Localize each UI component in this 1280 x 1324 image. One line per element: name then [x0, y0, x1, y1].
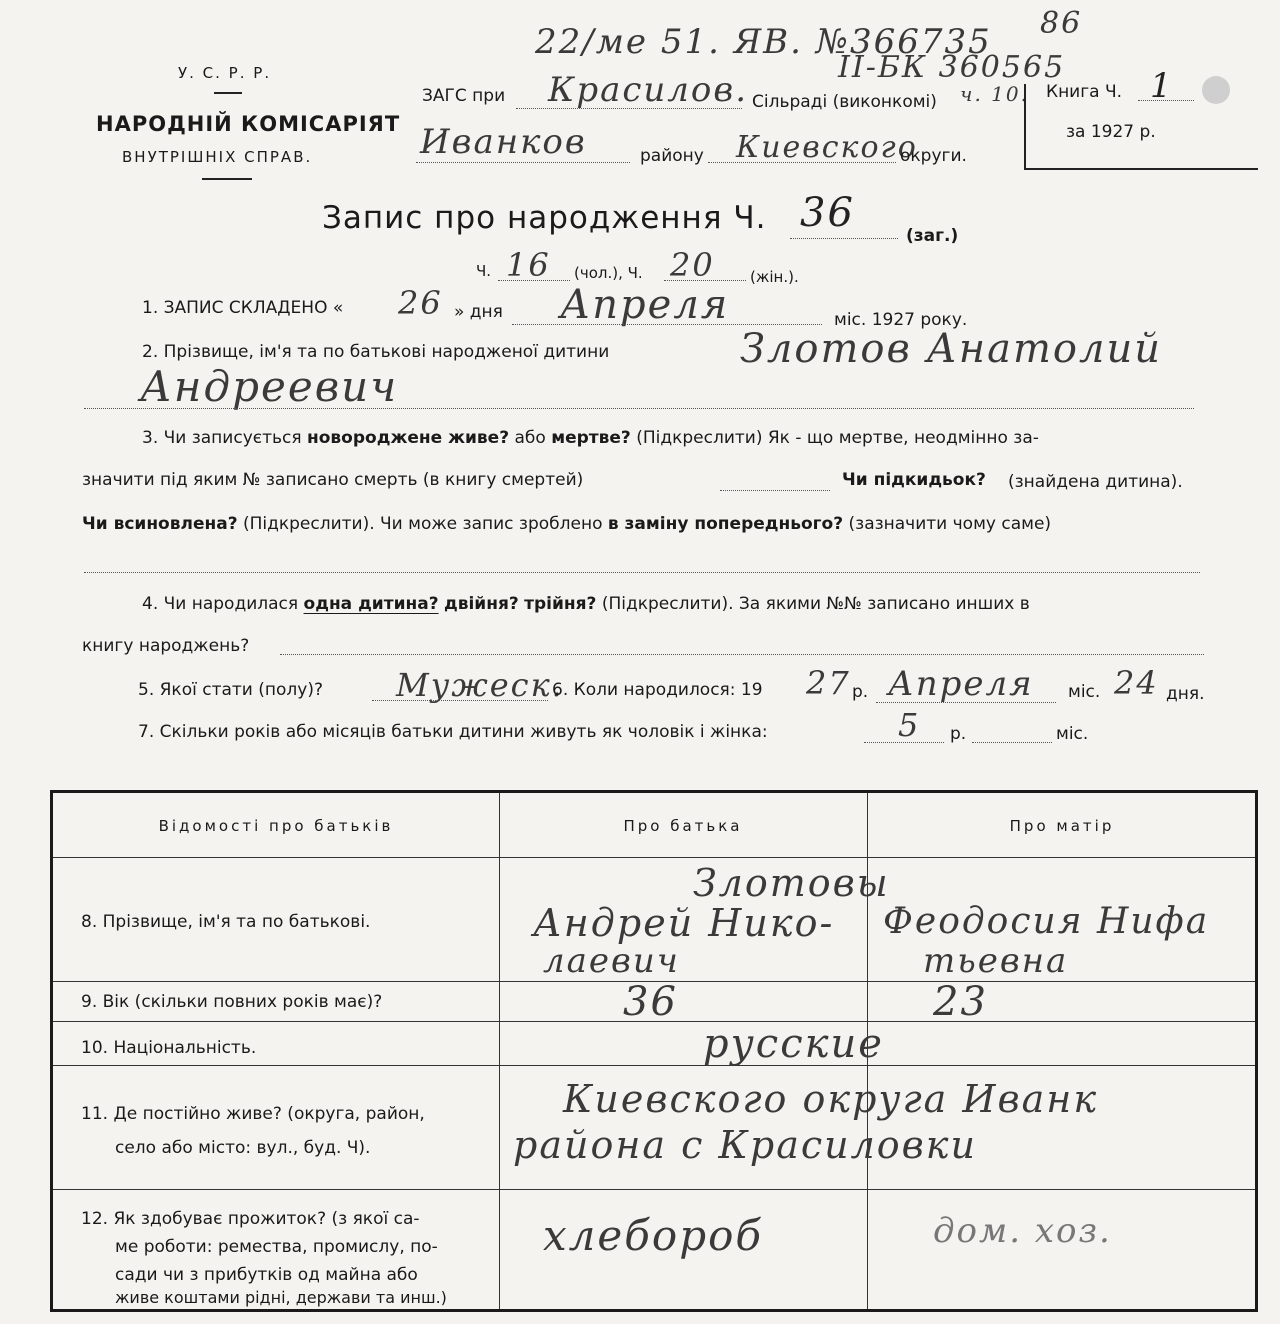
record-title: Запис про народження Ч. — [322, 200, 767, 236]
field1-month: Апреля — [560, 282, 730, 328]
book-label: Книга Ч. — [1046, 82, 1123, 102]
sovet-label: Сільраді (виконкомі) — [752, 92, 937, 112]
row11-value-2: района с Красиловки — [513, 1123, 977, 1167]
field3-l1a: 3. Чи записується — [142, 428, 302, 448]
zags-label: ЗАГС при — [422, 86, 506, 106]
okrug-label: округи. — [900, 146, 967, 166]
field3-l2b: Чи підкидьок? — [842, 470, 986, 490]
field6-day: 24 — [1114, 664, 1159, 702]
row10-divider — [53, 1065, 1255, 1066]
raion-name: Иванков — [420, 122, 587, 162]
row11-label-1: 11. Де постійно живе? (округа, район, — [81, 1104, 425, 1124]
field7-r: р. — [950, 724, 967, 744]
table-header-info: Відомості про батьків — [158, 817, 394, 835]
record-number: 36 — [800, 190, 855, 236]
raion-label: району — [640, 146, 704, 166]
field3-l1b: новороджене живе? — [307, 428, 510, 448]
field7-years: 5 — [898, 706, 921, 744]
row8-label: 8. Прізвище, ім'я та по батькові. — [81, 912, 371, 932]
field6-mis: міс. — [1068, 682, 1101, 702]
male-number-line — [498, 280, 570, 281]
row12-label-1: 12. Як здобуває прожиток? (з якої са- — [81, 1209, 420, 1229]
row12-mother: дом. хоз. — [933, 1211, 1112, 1251]
female-number-line — [664, 280, 746, 281]
field3-l3b: (Підкреслити). Чи може запис зроблено — [242, 514, 603, 534]
field3-line1 — [142, 428, 1039, 448]
row8-father: Андрей Нико- — [533, 901, 835, 945]
field2-line — [84, 408, 1194, 409]
female-label: (жін.). — [750, 268, 799, 286]
field2-label: 2. Прізвище, ім'я та по батькові народженої дитини — [142, 342, 610, 362]
row8-mother2: тьевна — [923, 941, 1069, 981]
field6-year: 27 — [806, 664, 851, 702]
field5-value: Мужеск. — [396, 666, 564, 704]
field4-l1d: трійня? — [524, 594, 597, 614]
field4-l1e: (Підкреслити). За якими №№ записано инших в — [601, 594, 1030, 614]
field1-day: 26 — [398, 284, 443, 322]
field6-month-line — [876, 702, 1056, 703]
field3-line — [84, 572, 1200, 573]
field1-month-line — [512, 324, 822, 325]
field3-l2a: значити під яким № записано смерть (в книгу смертей) — [82, 470, 584, 490]
department-label: ВНУТРІШНІХ СПРАВ. — [122, 148, 313, 166]
book-year-label: за 1927 р. — [1066, 122, 1156, 142]
male-number: 16 — [506, 246, 551, 284]
field6-month: Апреля — [888, 664, 1034, 704]
row11-value-1: Киевского округа Иванк — [563, 1077, 1099, 1121]
row11-label-2: село або місто: вул., буд. Ч). — [115, 1138, 371, 1158]
row12-father: хлебороб — [543, 1211, 764, 1260]
header-divider — [53, 857, 1255, 858]
parents-table — [50, 790, 1258, 1312]
header-divider-top — [214, 92, 242, 94]
zags-village-line — [516, 108, 742, 109]
field1-mid: » дня — [454, 302, 503, 322]
field3-l2c: (знайдена дитина). — [1008, 472, 1183, 492]
archive-note-line1: 22/ме 51. ЯВ. №366735 — [535, 22, 992, 62]
book-number: 1 — [1150, 66, 1174, 106]
field3-l1e: (Підкреслити) Як - що мертве, неодмінно за- — [636, 428, 1039, 448]
row12-label-2: ме роботи: ремества, промислу, по- — [115, 1237, 438, 1257]
field3-l3a: Чи всиновлена? — [82, 514, 238, 534]
row9-mother: 23 — [933, 979, 988, 1025]
archive-note-line2: II-БК 360565 — [838, 50, 1066, 85]
field7-label: 7. Скільки років або місяців батьки дитини живуть як чоловік і жінка: — [138, 722, 768, 742]
table-header-mother: Про матір — [1009, 817, 1115, 835]
table-header-father: Про батька — [623, 817, 743, 835]
male-label: (чол.), Ч. — [574, 264, 643, 282]
row9-father: 36 — [623, 979, 678, 1025]
field3-line3 — [82, 514, 1051, 534]
field7-years-line — [864, 742, 944, 743]
female-number: 20 — [670, 246, 715, 284]
field1-end: міс. 1927 року. — [834, 310, 968, 330]
field4-line1 — [142, 594, 1030, 614]
field3-l3c: в заміну попереднього? — [607, 514, 844, 534]
okrug-name: Киевского — [736, 130, 918, 165]
field2-value-b: Андреевич — [140, 362, 399, 411]
field5-label: 5. Якої стати (полу)? — [138, 680, 323, 700]
row12-label-4: живе коштами рідні, держави та инш.) — [115, 1288, 447, 1307]
record-suffix: (заг.) — [906, 226, 959, 246]
field6-label: 6. Коли народилося: 19 — [552, 680, 763, 700]
field1-label: 1. ЗАПИС СКЛАДЕНО « — [142, 298, 344, 318]
field4-l1c: двійня? — [443, 594, 519, 614]
commissariat-label: НАРОДНІЙ КОМІСАРІЯТ — [96, 112, 401, 136]
book-number-line — [1138, 100, 1194, 101]
field5-line — [372, 700, 548, 701]
scan-punch-hole — [1202, 76, 1230, 104]
col-divider-1 — [499, 793, 500, 1309]
row10-value: русские — [703, 1021, 884, 1067]
row12-label-3: сади чи з прибутків од майна або — [115, 1265, 418, 1285]
raion-line — [416, 162, 630, 163]
okrug-line — [708, 162, 896, 163]
row8-surname: Злотовы — [693, 861, 890, 905]
row11-divider — [53, 1189, 1255, 1190]
row10-label: 10. Національність. — [81, 1038, 257, 1058]
field7-months-line — [972, 742, 1052, 743]
field4-l1b: одна дитина? — [303, 594, 439, 614]
field4-l1a: 4. Чи народилася — [142, 594, 299, 614]
ussr-label: У. С. Р. Р. — [178, 64, 272, 82]
field3-l1d: мертве? — [551, 428, 631, 448]
field4-line — [280, 654, 1204, 655]
field3-death-line — [720, 490, 830, 491]
zags-village: Красилов. — [548, 70, 749, 110]
field3-l3d: (зазначити чому саме) — [848, 514, 1052, 534]
row9-label: 9. Вік (скільки повних років має)? — [81, 992, 383, 1012]
archive-book-ref: ч. 10. — [960, 82, 1029, 106]
ch-label: Ч. — [476, 262, 492, 280]
header-divider-bottom — [202, 178, 252, 180]
field6-r: р. — [852, 682, 869, 702]
field2-value-a: Злотов Анатолий — [740, 326, 1162, 372]
archive-note-suffix: 86 — [1040, 6, 1083, 41]
field3-l1c: або — [514, 428, 546, 448]
record-number-line — [790, 238, 898, 239]
field4-l2: книгу народжень? — [82, 636, 250, 656]
field6-dnya: дня. — [1166, 684, 1205, 704]
field7-mis: міс. — [1056, 724, 1089, 744]
row8-mother: Феодосия Нифа — [883, 901, 1210, 942]
row8-father2: лаевич — [543, 941, 680, 981]
